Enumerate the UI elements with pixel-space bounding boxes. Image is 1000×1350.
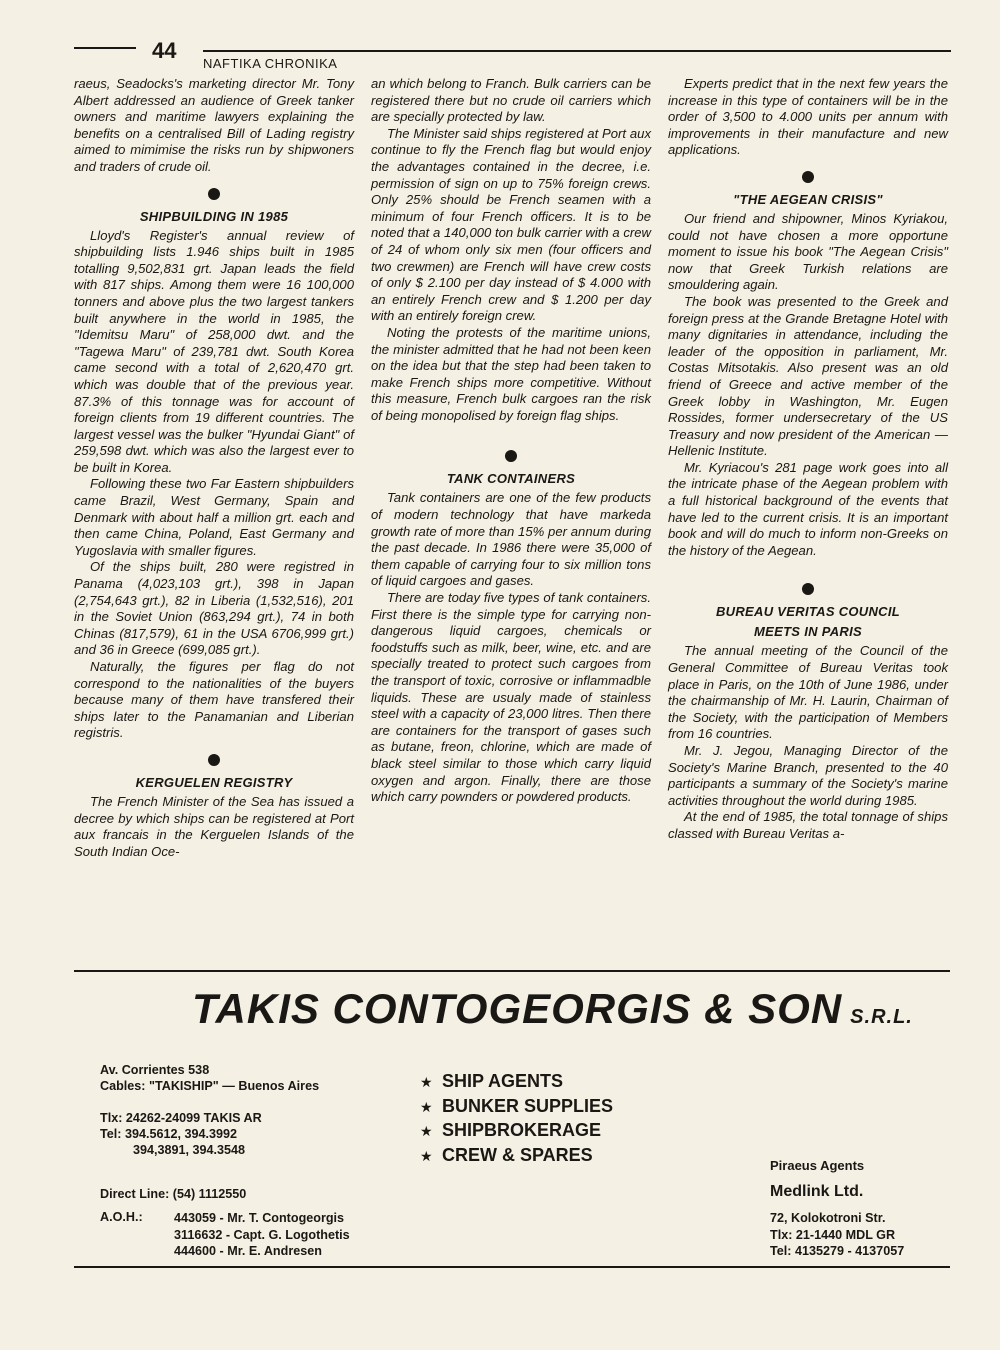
- page-number: 44: [152, 38, 177, 63]
- heading-kerguelen: KERGUELEN REGISTRY: [135, 774, 293, 790]
- article-intro-continued: raeus, Seadocks's marketing director Mr. Tony Albert addressed an audience of Greek tanker owners and maritime lawyers explaining the benefits on a centralised Bill of Lading registry aimed to mimimise the risks run by shipwoners and traders of crude oil.: [74, 76, 354, 174]
- piraeus-agent-contacts: [770, 1210, 904, 1260]
- advert-company-name: TAKIS CONTOGEORGIS & SON: [192, 985, 843, 1032]
- advert-telephone-1: Tel: 394.5612, 394.3992: [100, 1127, 238, 1141]
- section-bullet: [505, 450, 517, 462]
- service-item: ★ BUNKER SUPPLIES: [420, 1095, 613, 1120]
- paragraph: There are today five types of tank containers. First there is the simple type for carrying non-dangerous liquid cargoes, chemicals or foodstuffs such as milk, beer, wine, etc. and are specially treated to protect such cargoes from the transport of toxic, corrosive or inflammadble liquids. These are usualy made of stainless steel with a capacity of 23,000 litres. Then there are containers for the transport of gases such as butane, freon, chlorine, which are made of black steel similar to those which carry liquid oxygen and argon. Finally, there are those which carry pownders or powdered products.: [371, 590, 651, 805]
- aoh-contact: 3116632 - Capt. G. Logothetis: [174, 1227, 350, 1242]
- star-icon: ★: [420, 1098, 433, 1115]
- heading-shipbuilding: SHIPBUILDING IN 1985: [139, 208, 289, 224]
- advert-direct-line: Direct Line: (54) 1112550: [100, 1187, 247, 1201]
- aoh-contact: 443059 - Mr. T. Contogeorgis: [174, 1211, 345, 1225]
- section-bullet: [208, 188, 220, 200]
- advert-telex: Tlx: 24262-24099 TAKIS AR: [100, 1111, 262, 1125]
- piraeus-address: 72, Kolokotroni Str.: [770, 1211, 886, 1225]
- header-rule-left: [74, 47, 136, 49]
- service-item: ★ CREW & SPARES: [420, 1144, 613, 1169]
- advert-rule-bottom: [74, 1266, 950, 1268]
- aoh-label: A.O.H.:: [100, 1210, 143, 1224]
- publication-name: NAFTIKA CHRONIKA: [203, 56, 338, 71]
- advert-cables: Cables: "TAKISHIP" — Buenos Aires: [100, 1079, 320, 1093]
- paragraph: Tank containers are one of the few products of modern technology that have markeda growth rate of more than 15% per annum during the past decade. In 1986 there were 35,000 of them capable of carrying four to six million tons of liquid cargoes and gases.: [371, 490, 651, 589]
- column-3: [668, 76, 948, 843]
- piraeus-telex: Tlx: 21-1440 MDL GR: [770, 1227, 896, 1242]
- service-item: ★ SHIPBROKERAGE: [420, 1119, 613, 1144]
- paragraph: an which belong to Franch. Bulk carriers can be registered there but no crude oil carriers which are specially protected by law.: [371, 76, 651, 125]
- paragraph: Mr. J. Jegou, Managing Director of the Society's Marine Branch, presented to the 40 participants a summary of the Society's marine activities throughout the world during 1985.: [668, 743, 948, 808]
- aoh-contact: 444600 - Mr. E. Andresen: [174, 1244, 322, 1258]
- section-bullet: [802, 171, 814, 183]
- advert-company-suffix: S.R.L.: [850, 1006, 913, 1028]
- column-2: [371, 76, 651, 806]
- paragraph: Lloyd's Register's annual review of shipbuilding lists 1.946 ships built in 1985 totalling 9,502,831 grt. Japan leads the field with 817 ships. Among them were 16 100,000 tonners and above plus the two largest tankers built anywhere in the world in 1985, the "Idemitsu Maru" of 258,000 dwt. and the "Tagewa Maru" of 239,781 dwt. South Korea came second with a total of 2,620,470 grt. which was double that of the previous year. 87.3% of this tonnage was for account of foreign clients from 19 different countries. The largest vessel was the bulker "Hyundai Giant" of 259,598 dwt. which was also the largest ever to be built in Korea.: [74, 227, 354, 475]
- heading-aegean-crisis: "THE AEGEAN CRISIS": [733, 191, 883, 207]
- column-1: [74, 76, 354, 860]
- piraeus-agents-label: Piraeus Agents: [770, 1158, 865, 1173]
- advert-title: [192, 985, 913, 1033]
- paragraph: Our friend and shipowner, Minos Kyriakou, could not have chosen a more opportune moment to issue his book "The Aegean Crisis" now that Greek Turkish relations are smouldering again.: [668, 210, 948, 293]
- advert-address: Av. Corrientes 538: [100, 1063, 210, 1077]
- paragraph: The Minister said ships registered at Port aux continue to fly the French flag but would enjoy the advantages contained in the decree, i.e. permission of sign on up to 75% foreign crews. Only 25% should be French seamen with a minimum of four French officers. It is to be noted that a 140,000 ton bulk carrier with a crew of 24 of whom only six men (four officers and two crewmen) are French will have crew costs of only $ 2.100 per day instead of $ 4.000 with an entirely French crew and $ 1.200 per day with an entirely foreign crew.: [371, 125, 651, 324]
- service-item: ★ SHIP AGENTS: [420, 1070, 613, 1095]
- star-icon: ★: [420, 1123, 433, 1139]
- paragraph: Naturally, the figures per flag do not correspond to the nationalities of the buyers because many of them have transfered their ships later to the Panamanian and Liberian registris.: [74, 659, 354, 741]
- paragraph: Following these two Far Eastern shipbuilders came Brazil, West Germany, Spain and Denmark with about half a million grt. each and then came China, Poland, East Germany and Yugoslavia with smaller figures.: [74, 476, 354, 558]
- piraeus-telephone: Tel: 4135279 - 4137057: [770, 1244, 905, 1258]
- heading-tank-containers: TANK CONTAINERS: [446, 471, 576, 487]
- section-bullet: [802, 583, 814, 595]
- paragraph: Mr. Kyriacou's 281 page work goes into all the intricate phase of the Aegean problem with a full historical background of the events that have led to the current crisis. It is an important book and will do much to inform non-Greeks on the history of the Aegean.: [668, 459, 948, 558]
- paragraph: The annual meeting of the Council of the General Committee of Bureau Veritas took place in Paris, on the 10th of June 1986, under the chairmanship of Mr. H. Laurin, Chairman of the Society, with the participation of Members from 16 countries.: [668, 643, 948, 742]
- piraeus-agent-name: Medlink Ltd.: [770, 1183, 864, 1200]
- heading-bureau-veritas-1: BUREAU VERITAS COUNCIL: [715, 604, 901, 620]
- advert-services-list: [420, 1070, 613, 1168]
- paragraph: Experts predict that in the next few years the increase in this type of containers will be in the order of 3,500 to 4.000 units per annum with improvements in their manufacture and new applications.: [668, 76, 948, 158]
- star-icon: ★: [420, 1147, 433, 1164]
- section-bullet: [208, 754, 220, 766]
- paragraph: Of the ships built, 280 were registred in Panama (4,023,103 grt.), 398 in Japan (2,754,643 grt.), 82 in Liberia (1,532,516), 201 in the Soviet Union (863,294 grt.), 74 in both Chinas (817,579), 61 in the USA 6706,999 grt.) and 36 in Greece (699,085 grt.).: [74, 559, 354, 658]
- paragraph: At the end of 1985, the total tonnage of ships classed with Bureau Veritas a-: [668, 809, 948, 841]
- paragraph: The French Minister of the Sea has issued a decree by which ships can be registered at Port aux francais in the Kerguelen Islands of the South Indian Oce-: [74, 793, 354, 859]
- aoh-contacts: [174, 1210, 350, 1260]
- heading-bureau-veritas-2: MEETS IN PARIS: [754, 624, 862, 640]
- advert-telephone-2: 394,3891, 394.3548: [133, 1143, 246, 1157]
- header-rule-right: [203, 50, 951, 52]
- paragraph: Noting the protests of the maritime unions, the minister admitted that he had not been keen on the idea but that the step had been taken to make French ships more competitive. Without this measure, French bulk cargoes ran the risk of being monopolised by foreign flag ships.: [371, 324, 651, 423]
- paragraph: The book was presented to the Greek and foreign press at the Grande Bretagne Hotel with many dignitaries in attendance, including the leader of the opposition in parliament, Mr. Costas Mitsotakis. Also present was an old friend of Greece and active member of the Greek lobby in Washington, Mr. Eugen Rossides, former undersecretary of the US Treasury and now president of the American — Hellenic Institute.: [668, 293, 948, 459]
- advert-rule-top: [74, 970, 950, 972]
- star-icon: ★: [420, 1074, 433, 1090]
